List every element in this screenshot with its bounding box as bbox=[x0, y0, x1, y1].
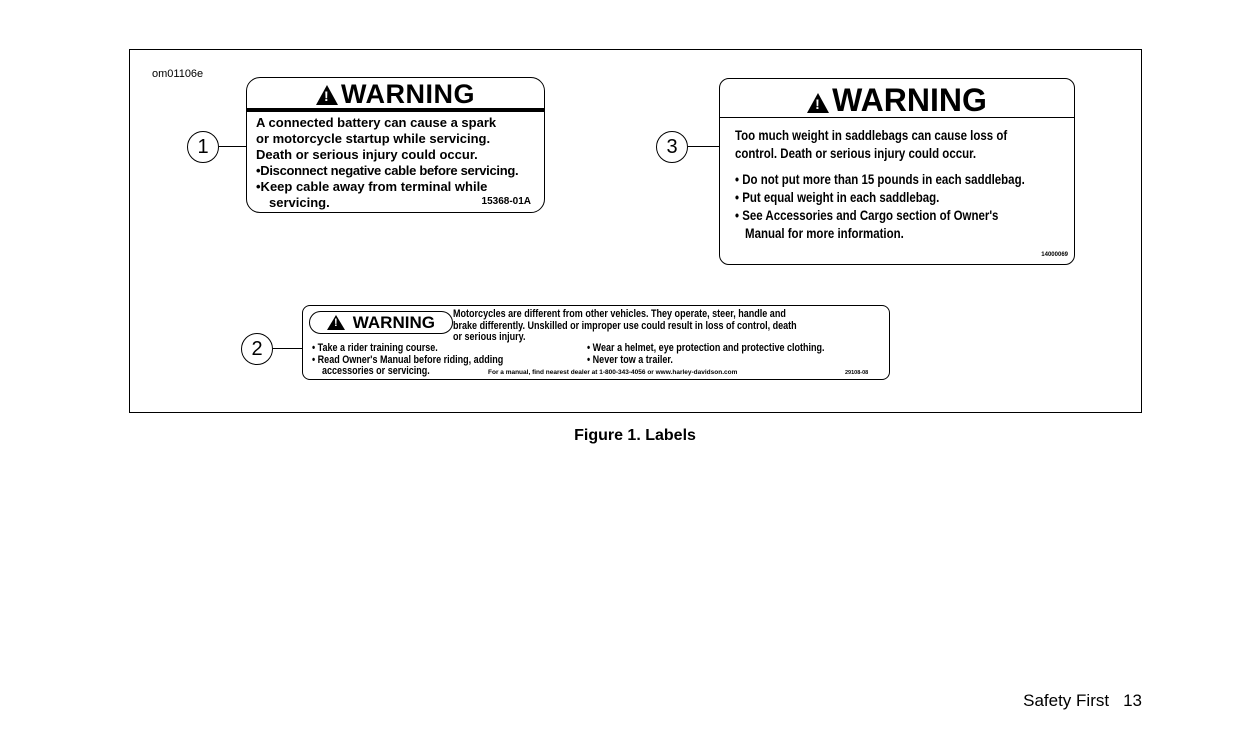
label-2-bullet: accessories or servicing. bbox=[322, 365, 430, 377]
label-2-part-number: 29108-08 bbox=[845, 370, 869, 376]
label-3-line: control. Death or serious injury could occur. bbox=[735, 145, 977, 161]
label-1-part-number: 15368-01A bbox=[481, 196, 531, 207]
label-2-bullet: • Take a rider training course. bbox=[312, 342, 438, 354]
label-3-line: Too much weight in saddlebags can cause loss of bbox=[735, 127, 1008, 143]
warning-label-saddlebag bbox=[719, 78, 1075, 265]
label-3-bullet: Manual for more information. bbox=[745, 225, 904, 241]
callout-2: 2 bbox=[241, 333, 273, 365]
label-2-intro bbox=[453, 309, 872, 344]
label-1-line: or motorcycle startup while servicing. bbox=[256, 131, 491, 146]
label-2-bullet: • Never tow a trailer. bbox=[587, 353, 673, 366]
label-3-heading: !WARNING bbox=[720, 79, 1074, 118]
warning-label-general bbox=[302, 305, 890, 380]
page-number: 13 bbox=[1123, 691, 1142, 710]
label-2-line: brake differently. Unskilled or improper use could result in loss of control, death bbox=[453, 319, 797, 332]
label-3-bullet: • Do not put more than 15 pounds in each saddlebag. bbox=[735, 171, 1025, 187]
label-1-line: •Keep cable away from terminal while bbox=[256, 179, 488, 194]
label-3-bullet: • See Accessories and Cargo section of Owner's bbox=[735, 207, 999, 223]
label-1-line: •Disconnect negative cable before servicing. bbox=[256, 163, 519, 178]
page-footer bbox=[1023, 691, 1142, 711]
warning-triangle-icon bbox=[807, 93, 829, 113]
label-2-manual-note: For a manual, find nearest dealer at 1-800-343-4056 or www.harley-davidson.com bbox=[488, 369, 738, 376]
label-1-line: servicing. bbox=[269, 195, 330, 210]
label-1-heading: !WARNING bbox=[247, 78, 544, 112]
label-2-bullet: • Read Owner's Manual before riding, adding bbox=[312, 353, 504, 366]
figure-id: om01106e bbox=[152, 68, 204, 80]
footer-section: Safety First bbox=[1023, 691, 1110, 710]
label-2-heading: ! WARNING bbox=[309, 311, 453, 334]
callout-3: 3 bbox=[656, 131, 688, 163]
warning-label-battery bbox=[246, 77, 545, 213]
label-2-bullet: • Wear a helmet, eye protection and protective clothing. bbox=[587, 342, 825, 354]
label-3-bullet: • Put equal weight in each saddlebag. bbox=[735, 189, 940, 205]
figure-caption: Figure 1. Labels bbox=[574, 427, 696, 444]
callout-1-leader bbox=[219, 146, 247, 147]
label-1-line: A connected battery can cause a spark bbox=[256, 115, 497, 130]
callout-1: 1 bbox=[187, 131, 219, 163]
label-3-body bbox=[720, 118, 1074, 242]
label-2-line: or serious injury. bbox=[453, 331, 526, 343]
warning-triangle-icon bbox=[316, 85, 338, 105]
label-2-line: Motorcycles are different from other vehicles. They operate, steer, handle and bbox=[453, 308, 786, 320]
warning-triangle-icon bbox=[327, 315, 345, 330]
label-1-line: Death or serious injury could occur. bbox=[256, 147, 478, 162]
label-2-bullets-right bbox=[587, 343, 877, 366]
callout-2-leader bbox=[273, 348, 303, 349]
callout-3-leader bbox=[688, 146, 720, 147]
label-3-part-number: 14000069 bbox=[1041, 252, 1068, 258]
